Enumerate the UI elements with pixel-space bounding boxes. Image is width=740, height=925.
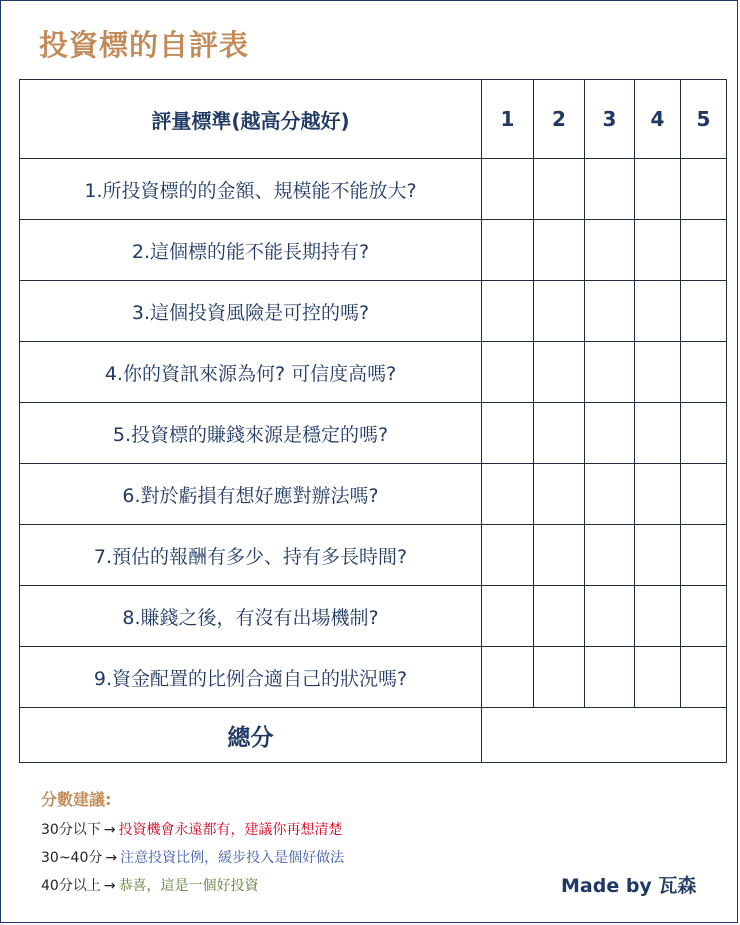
score-cell[interactable] <box>482 159 534 220</box>
advice-range: 30~40分 <box>41 850 103 866</box>
total-label: 總分 <box>20 708 482 763</box>
score-cell[interactable] <box>534 159 585 220</box>
score-cell[interactable] <box>585 647 635 708</box>
score-cell[interactable] <box>681 281 727 342</box>
table-row <box>20 403 727 464</box>
score-cell[interactable] <box>585 220 635 281</box>
score-cell[interactable] <box>534 403 585 464</box>
score-cell[interactable] <box>681 403 727 464</box>
table-row <box>20 159 727 220</box>
total-score-cell[interactable] <box>482 708 727 763</box>
question-cell: 9.資金配置的比例合適自己的狀況嗎? <box>20 647 482 708</box>
page-title: 投資標的自評表 <box>39 28 250 62</box>
table-row <box>20 586 727 647</box>
advice-range: 30分以下 <box>41 822 101 838</box>
score-cell[interactable] <box>681 342 727 403</box>
score-header-4: 4 <box>635 80 681 159</box>
score-cell[interactable] <box>635 281 681 342</box>
advice-item <box>41 847 344 867</box>
table-row <box>20 220 727 281</box>
score-cell[interactable] <box>681 586 727 647</box>
total-row <box>20 708 727 763</box>
question-cell: 4.你的資訊來源為何? 可信度高嗎? <box>20 342 482 403</box>
score-cell[interactable] <box>585 586 635 647</box>
score-cell[interactable] <box>534 220 585 281</box>
table-row <box>20 525 727 586</box>
score-cell[interactable] <box>534 464 585 525</box>
score-cell[interactable] <box>534 647 585 708</box>
score-cell[interactable] <box>681 464 727 525</box>
score-cell[interactable] <box>482 281 534 342</box>
score-cell[interactable] <box>585 525 635 586</box>
score-cell[interactable] <box>534 281 585 342</box>
arrow-icon: → <box>103 822 116 838</box>
score-cell[interactable] <box>482 586 534 647</box>
score-cell[interactable] <box>482 647 534 708</box>
score-cell[interactable] <box>681 647 727 708</box>
score-cell[interactable] <box>635 342 681 403</box>
question-cell: 6.對於虧損有想好應對辦法嗎? <box>20 464 482 525</box>
criteria-header: 評量標準(越高分越好) <box>20 80 482 159</box>
author-credit: Made by 瓦森 <box>561 875 697 897</box>
advice-item <box>41 875 259 895</box>
advice-range: 40分以上 <box>41 878 101 894</box>
table-row <box>20 464 727 525</box>
advice-text: 恭喜，這是一個好投資 <box>118 878 259 894</box>
score-cell[interactable] <box>635 586 681 647</box>
table-row <box>20 647 727 708</box>
table-row <box>20 342 727 403</box>
advice-item <box>41 819 343 839</box>
score-cell[interactable] <box>534 525 585 586</box>
score-cell[interactable] <box>585 403 635 464</box>
score-cell[interactable] <box>585 159 635 220</box>
score-cell[interactable] <box>534 586 585 647</box>
evaluation-table <box>19 79 727 763</box>
score-cell[interactable] <box>635 403 681 464</box>
question-cell: 1.所投資標的的金額、規模能不能放大? <box>20 159 482 220</box>
question-cell: 7.預估的報酬有多少、持有多長時間? <box>20 525 482 586</box>
score-cell[interactable] <box>635 464 681 525</box>
score-cell[interactable] <box>635 647 681 708</box>
score-cell[interactable] <box>534 342 585 403</box>
table-row <box>20 281 727 342</box>
score-cell[interactable] <box>681 159 727 220</box>
score-header-3: 3 <box>585 80 635 159</box>
question-cell: 3.這個投資風險是可控的嗎? <box>20 281 482 342</box>
question-cell: 8.賺錢之後，有沒有出場機制? <box>20 586 482 647</box>
advice-text: 注意投資比例，緩步投入是個好做法 <box>120 850 345 866</box>
score-cell[interactable] <box>635 159 681 220</box>
advice-text: 投資機會永遠都有，建議你再想清楚 <box>118 822 343 838</box>
score-header-5: 5 <box>681 80 727 159</box>
arrow-icon: → <box>103 878 116 894</box>
score-cell[interactable] <box>482 525 534 586</box>
score-cell[interactable] <box>635 525 681 586</box>
score-header-2: 2 <box>534 80 585 159</box>
advice-title: 分數建議: <box>41 790 112 809</box>
table-header-row <box>20 80 727 159</box>
score-cell[interactable] <box>482 220 534 281</box>
score-cell[interactable] <box>585 342 635 403</box>
arrow-icon: → <box>105 850 118 866</box>
score-cell[interactable] <box>585 281 635 342</box>
question-cell: 2.這個標的能不能長期持有? <box>20 220 482 281</box>
score-cell[interactable] <box>585 464 635 525</box>
score-cell[interactable] <box>681 525 727 586</box>
score-header-1: 1 <box>482 80 534 159</box>
score-cell[interactable] <box>635 220 681 281</box>
score-cell[interactable] <box>482 342 534 403</box>
question-cell: 5.投資標的賺錢來源是穩定的嗎? <box>20 403 482 464</box>
score-cell[interactable] <box>482 403 534 464</box>
score-cell[interactable] <box>482 464 534 525</box>
score-cell[interactable] <box>681 220 727 281</box>
